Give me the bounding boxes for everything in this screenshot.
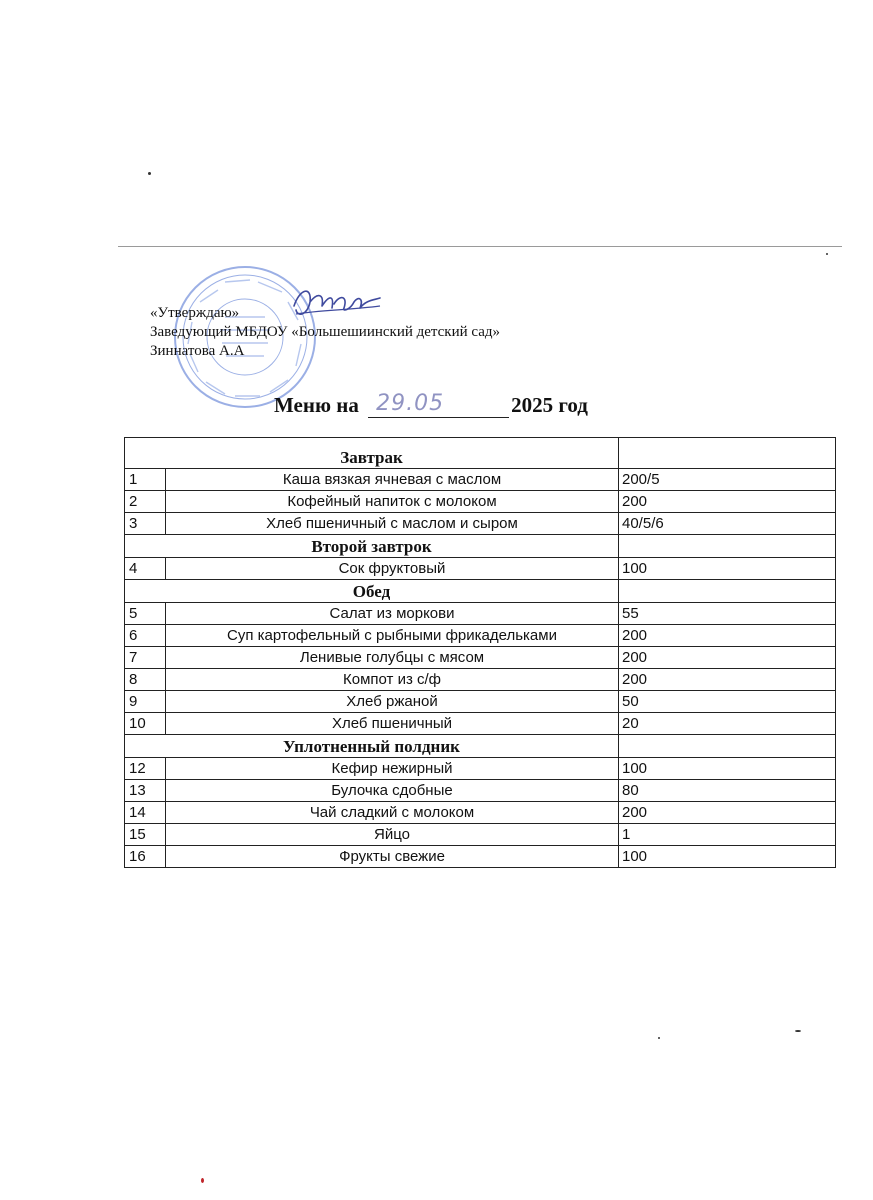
- dish-name: Кефир нежирный: [166, 758, 619, 780]
- table-row: [125, 758, 836, 780]
- item-number: 9: [125, 691, 166, 713]
- dish-name: Хлеб ржаной: [166, 691, 619, 713]
- table-row: [125, 669, 836, 691]
- menu-table: [124, 437, 836, 868]
- table-row: [125, 647, 836, 669]
- item-number: 10: [125, 713, 166, 735]
- section-title: Завтрак: [125, 438, 619, 469]
- scan-speck: [658, 1037, 660, 1039]
- portion-amount: 40/5/6: [619, 513, 836, 535]
- section-header-row: [125, 580, 836, 603]
- table-row: [125, 846, 836, 868]
- portion-amount: 80: [619, 780, 836, 802]
- portion-amount: 55: [619, 603, 836, 625]
- dish-name: Каша вязкая ячневая с маслом: [166, 469, 619, 491]
- portion-amount: 200: [619, 625, 836, 647]
- dish-name: Хлеб пшеничный с маслом и сыром: [166, 513, 619, 535]
- portion-amount: 200: [619, 802, 836, 824]
- dish-name: Яйцо: [166, 824, 619, 846]
- section-title: Второй завтрок: [125, 535, 619, 558]
- portion-amount: 200: [619, 669, 836, 691]
- title-prefix: Меню на: [274, 393, 359, 417]
- menu-title: [274, 393, 588, 418]
- section-title: Уплотненный полдник: [125, 735, 619, 758]
- item-number: 2: [125, 491, 166, 513]
- section-header-row: [125, 735, 836, 758]
- dish-name: Фрукты свежие: [166, 846, 619, 868]
- scan-speck: [201, 1178, 204, 1183]
- portion-amount: 200: [619, 491, 836, 513]
- dish-name: Чай сладкий с молоком: [166, 802, 619, 824]
- portion-amount: 200/5: [619, 469, 836, 491]
- table-row: [125, 558, 836, 580]
- portion-amount: 100: [619, 758, 836, 780]
- item-number: 4: [125, 558, 166, 580]
- portion-amount: 200: [619, 647, 836, 669]
- dish-name: Сок фруктовый: [166, 558, 619, 580]
- table-row: [125, 780, 836, 802]
- dish-name: Булочка сдобные: [166, 780, 619, 802]
- item-number: 7: [125, 647, 166, 669]
- dish-name: Компот из с/ф: [166, 669, 619, 691]
- approver-position: Заведующий МБДОУ «Большешиинский детский сад»: [150, 324, 501, 340]
- item-number: 8: [125, 669, 166, 691]
- item-number: 6: [125, 625, 166, 647]
- table-row: [125, 513, 836, 535]
- item-number: 12: [125, 758, 166, 780]
- portion-amount: 20: [619, 713, 836, 735]
- portion-amount: 100: [619, 846, 836, 868]
- item-number: 14: [125, 802, 166, 824]
- item-number: 1: [125, 469, 166, 491]
- dish-name: Хлеб пшеничный: [166, 713, 619, 735]
- section-header-row: [125, 535, 836, 558]
- scan-speck: [795, 1030, 801, 1032]
- table-row: [125, 713, 836, 735]
- table-row: [125, 802, 836, 824]
- item-number: 13: [125, 780, 166, 802]
- item-number: 5: [125, 603, 166, 625]
- header-divider-line: [118, 246, 842, 247]
- table-row: [125, 491, 836, 513]
- section-title: Обед: [125, 580, 619, 603]
- title-suffix: 2025 год: [511, 393, 588, 417]
- scan-speck: [148, 172, 151, 175]
- table-row: [125, 691, 836, 713]
- approval-block: [150, 304, 500, 361]
- table-row: [125, 824, 836, 846]
- dish-name: Ленивые голубцы с мясом: [166, 647, 619, 669]
- dish-name: Кофейный напиток с молоком: [166, 491, 619, 513]
- date-field: [368, 391, 509, 418]
- table-row: [125, 625, 836, 647]
- approver-name: Зиннатова А.А: [150, 343, 245, 359]
- approval-line: «Утверждаю»: [150, 305, 240, 321]
- item-number: 3: [125, 513, 166, 535]
- table-row: [125, 603, 836, 625]
- portion-amount: 100: [619, 558, 836, 580]
- dish-name: Суп картофельный с рыбными фрикадельками: [166, 625, 619, 647]
- item-number: 16: [125, 846, 166, 868]
- item-number: 15: [125, 824, 166, 846]
- portion-amount: 50: [619, 691, 836, 713]
- handwritten-date: 29.05: [376, 391, 445, 416]
- portion-amount: 1: [619, 824, 836, 846]
- scan-speck: [826, 253, 828, 255]
- dish-name: Салат из моркови: [166, 603, 619, 625]
- table-row: [125, 469, 836, 491]
- section-header-row: [125, 438, 836, 469]
